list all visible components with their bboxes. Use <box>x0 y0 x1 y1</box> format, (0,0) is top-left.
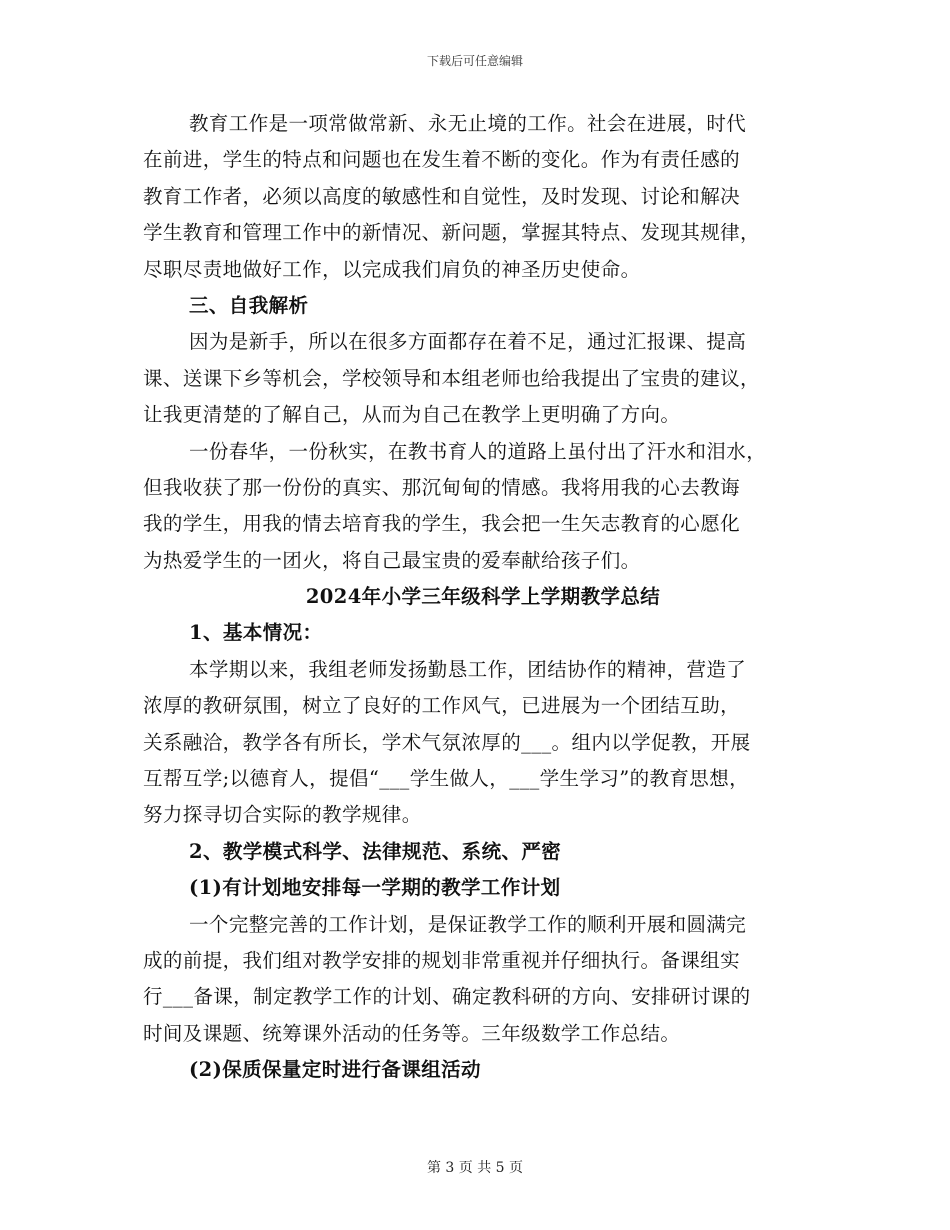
paragraph-line: 教育工作是一项常做常新、永无止境的工作。社会在进展，时代 <box>189 112 747 135</box>
section-heading: 三、自我解析 <box>189 293 309 317</box>
paragraph-line: 一个完整完善的工作计划，是保证教学工作的顺利开展和圆满完 <box>189 912 747 936</box>
section-heading: 2、教学模式科学、法律规范、系统、严密 <box>189 839 562 863</box>
paragraph-line: 学生教育和管理工作中的新情况、新问题，掌握其特点、发现其规律， <box>143 221 760 245</box>
subsection-heading: (2)保质保量定时进行备课组活动 <box>189 1058 481 1082</box>
paragraph-line: 努力探寻切合实际的教学规律。 <box>143 803 422 827</box>
paragraph-line: 本学期以来，我组老师发扬勤恳工作，团结协作的精神，营造了 <box>189 657 747 681</box>
document-title: 2024年小学三年级科学上学期教学总结 <box>305 585 661 609</box>
paragraph-line: 但我收获了那一份份的真实、那沉甸甸的情感。我将用我的心去教诲 <box>143 475 741 499</box>
paragraph-line: 时间及课题、统筹课外活动的任务等。三年级数学工作总结。 <box>143 1021 681 1045</box>
subsection-heading: (1)有计划地安排每一学期的教学工作计划 <box>189 876 561 900</box>
page-header: 下载后可任意编辑 <box>426 54 523 68</box>
paragraph-line: 让我更清楚的了解自己，从而为自己在教学上更明确了方向。 <box>143 403 681 427</box>
paragraph-line: 因为是新手，所以在很多方面都存在着不足，通过汇报课、提高 <box>189 330 747 354</box>
paragraph-line: 一份春华，一份秋实，在教书育人的道路上虽付出了汗水和泪水， <box>189 439 767 463</box>
paragraph-line: 成的前提，我们组对教学安排的规划非常重视并仔细执行。备课组实 <box>143 948 741 972</box>
paragraph-line: 教育工作者，必须以高度的敏感性和自觉性，及时发现、讨论和解决 <box>143 184 741 208</box>
paragraph-line: 我的学生，用我的情去培育我的学生，我会把一生矢志教育的心愿化 <box>143 512 741 536</box>
section-heading: 1、基本情况： <box>189 621 323 645</box>
document-body <box>143 106 823 1089</box>
paragraph-line: 浓厚的教研氛围，树立了良好的工作风气，已进展为一个团结互助， <box>143 694 741 718</box>
paragraph-line: 互帮互学;以德育人，提倡“___学生做人，___学生学习”的教育思想， <box>143 767 750 791</box>
paragraph-line: 关系融洽，教学各有所长，学术气氛浓厚的___。组内以学促教，开展 <box>143 730 751 754</box>
paragraph-line: 为热爱学生的一团火，将自己最宝贵的爱奉献给孩子们。 <box>143 548 641 572</box>
paragraph-line: 在前进，学生的特点和问题也在发生着不断的变化。作为有责任感的 <box>143 148 741 172</box>
page-footer: 第 3 页 共 5 页 <box>426 1160 524 1176</box>
paragraph-line: 尽职尽责地做好工作，以完成我们肩负的神圣历史使命。 <box>143 257 641 281</box>
paragraph-line: 课、送课下乡等机会，学校领导和本组老师也给我提出了宝贵的建议， <box>143 366 760 390</box>
paragraph-line: 行___备课，制定教学工作的计划、确定教科研的方向、安排研讨课的 <box>143 985 751 1009</box>
